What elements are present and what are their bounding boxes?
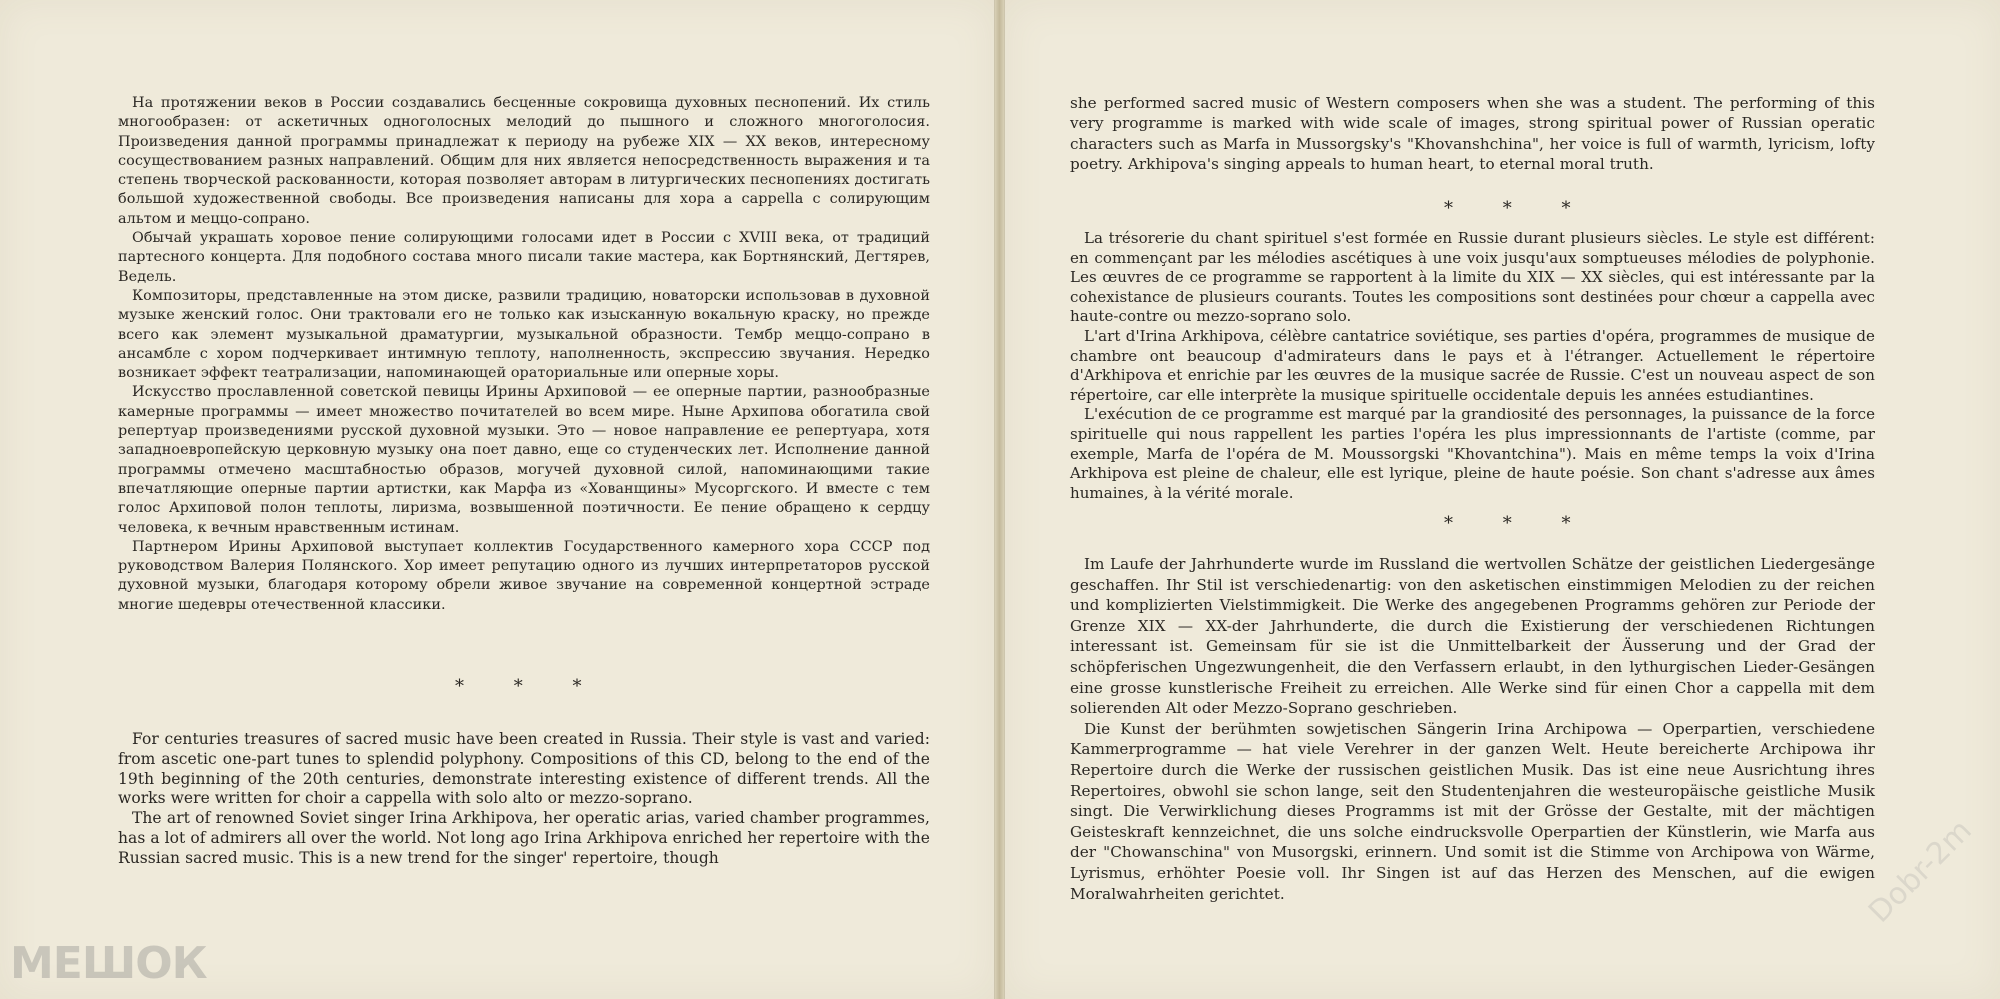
english-text-block	[118, 730, 930, 869]
watermark-logo-left: МЕШОК	[10, 938, 207, 989]
section-separator-left: * * *	[455, 676, 604, 697]
russian-paragraph-2: Обычай украшать хоровое пение солирующими голосами идет в России с XVIII века, от традиций партесного концерта. Для подобного состава много писали такие мастера, как Бортнянский, Дегтярев, Ведель.	[118, 230, 930, 285]
russian-paragraph-1: На протяжении веков в России создавались бесценные сокровища духовных песнопений. Их стиль многообразен: от аскетичных одноголосных мелодий до пышного и сложного многоголосия. Произведения данной программы принадлежат к периоду на рубеже XIX — XX веков, интересному сосуществованием разных направлений. Общим для них является непосредственность выражения и та степень творческой раскованности, которая позволяет авторам в литургических песнопениях достигать большой художественной свободы. Все произведения написаны для хора a cappella с солирующим альтом и меццо-сопрано.	[118, 95, 930, 227]
section-separator-right-2: * * *	[1444, 513, 1593, 534]
russian-paragraph-4: Искусство прославленной советской певицы Ирины Архиповой — ее оперные партии, разнообразные камерные программы — имеет множество почитателей во всем мире. Ныне Архипова обогатила свой репертуар произведениями русской духовной музыки. Это — новое направление ее репертуара, хотя западноевропейскую церковную музыку она поет давно, еще со студенческих лет. Исполнение данной программы отмечено масштабностью образов, могучей духовной силой, напоминающими такие впечатляющие оперные партии артистки, как Марфа из «Хованщины» Мусоргского. И вместе с тем голос Архиповой полон теплоты, лиризма, возвышенной поэтичности. Ее пение обращено к сердцу человека, к вечным нравственным истинам.	[118, 384, 930, 536]
german-paragraph-1: Im Laufe der Jahrhunderte wurde im Russland die wertvollen Schätze der geistlichen Liedergesänge geschaffen. Ihr Stil ist verschiedenartig: von den asketischen einstimmigen Melodien zu der reichen und komplizierten Vielstimmigkeit. Die Werke des angegebenen Programms gehören zur Periode der Grenze XIX — XX-der Jahrhunderte, die durch die Existierung der verschiedenen Richtungen interessant ist. Gemeinsam für sie ist die Unmittelbarkeit der Äusserung und der Grad der schöpferischen Ungezwungenheit, die den Verfassern erlaubt, in den lythurgischen Lieder-Gesängen eine grosse kunstlerische Freiheit zu erreichen. Alle Werke sind für einen Chor a cappella mit dem solierenden Alt oder Mezzo-Soprano geschrieben.	[1070, 555, 1875, 718]
section-separator-right-1: * * *	[1444, 198, 1593, 219]
russian-paragraph-3: Композиторы, представленные на этом диске, развили традицию, новаторски использовав в духовной музыке женский голос. Они трактовали его не только как изысканную вокальную краску, но прежде всего как элемент музыкальной драматургии, музыкальной образности. Тембр меццо-сопрано в ансамбле с хором подчеркивает интимную теплоту, наполненность, экспрессию звучания. Нередко возникает эффект театрализации, напоминающей ораториальные или оперные хоры.	[118, 287, 930, 382]
center-fold	[995, 0, 1004, 999]
french-text-block	[1070, 229, 1875, 503]
english-paragraph-1: For centuries treasures of sacred music have been created in Russia. Their style is vast and varied: from ascetic one-part tunes to splendid polyphony. Compositions of this CD, belong to the end of the 19th beginning of the 20th centuries, demonstrate interesting existence of different trends. All the works were written for choir a cappella with solo alto or mezzo-soprano.	[118, 730, 930, 808]
english-paragraph-2: The art of renowned Soviet singer Irina Arkhipova, her operatic arias, varied chamber programmes, has a lot of admirers all over the world. Not long ago Irina Arkhipova enriched her repertoire with the Russian sacred music. This is a new trend for the singer' repertoire, though	[118, 809, 930, 867]
german-paragraph-2: Die Kunst der berühmten sowjetischen Sängerin Irina Archipowa — Operpartien, verschiedene Kammerprogramme — hat viele Verehrer in der ganzen Welt. Heute bereicherte Archipowa ihr Repertoire durch die Werke der russischen geistlichen Musik. Das ist eine neue Ausrichtung ihres Repertoires, obwohl sie schon lange, seit den Studentenjahren die westeuropäische geistliche Musik singt. Die Verwirklichung dieses Programms ist mit der Grösse der Gestalte, mit der mächtigen Geisteskraft kennzeichnet, die uns solche eindrucksvolle Operpartien der Künstlerin, wie Marfa aus der "Chowanschina" von Musorgski, erinnern. Und somit ist die Stimme von Archipowa von Wärme, Lyrismus, erhöhter Poesie voll. Ihr Singen ist auf das Herzen des Menschen, auf die ewigen Moralwahrheiten gerichtet.	[1070, 719, 1875, 903]
watermark-logo-right: Dobr-2m	[1862, 813, 1979, 930]
french-paragraph-2: L'art d'Irina Arkhipova, célèbre cantatrice soviétique, ses parties d'opéra, programmes de musique de chambre ont beaucoup d'admirateurs dans le pays et à l'étranger. Actuellement le répertoire d'Arkhipova et enrichie par les œuvres de la musique sacrée de Russie. C'est un nouveau aspect de son répertoire, car elle interprète la musique spirituelle occidentale depuis les années estudiantines.	[1070, 326, 1875, 404]
german-text-block	[1070, 554, 1875, 904]
french-paragraph-1: La trésorerie du chant spirituel s'est formée en Russie durant plusieurs siècles. Le style est différent: en commençant par les mélodies ascétiques à une voix jusqu'aux somptueuses mélodies de polyphonie. Les œuvres de ce programme se rapportent à la limite du XIX — XX siècles, qui est intéressante par la cohexistance de plusieurs courants. Toutes les compositions sont destinées pour chœur a cappella avec haute-contre ou mezzo-soprano solo.	[1070, 229, 1875, 326]
russian-paragraph-5: Партнером Ирины Архиповой выступает коллектив Государственного камерного хора СССР под руководством Валерия Полянского. Хор имеет репутацию одного из лучших интерпретаторов русской духовной музыки, благодаря которому обрели живое звучание на современной концертной эстраде многие шедевры отечественной классики.	[118, 538, 930, 613]
english-continued-block	[1070, 93, 1875, 175]
french-paragraph-3: L'exécution de ce programme est marqué par la grandiosité des personnages, la puissance de la force spirituelle qui nous rappellent les parties l'opéra les plus impressionnants de l'artiste (comme, par exemple, Marfa de l'opéra de M. Moussorgski "Khovantchina"). Mais en même temps la voix d'Irina Arkhipova est pleine de chaleur, elle est lyrique, pleine de haute poésie. Son chant s'adresse aux âmes humaines, à la vérité morale.	[1070, 405, 1875, 502]
english-continued-paragraph: she performed sacred music of Western composers when she was a student. The performing of this very programme is marked with wide scale of images, strong spiritual power of Russian operatic characters such as Marfa in Mussorgsky's "Khovanshchina", her voice is full of warmth, lyricism, lofty poetry. Arkhipova's singing appeals to human heart, to eternal moral truth.	[1070, 94, 1875, 174]
russian-text-block	[118, 94, 930, 615]
